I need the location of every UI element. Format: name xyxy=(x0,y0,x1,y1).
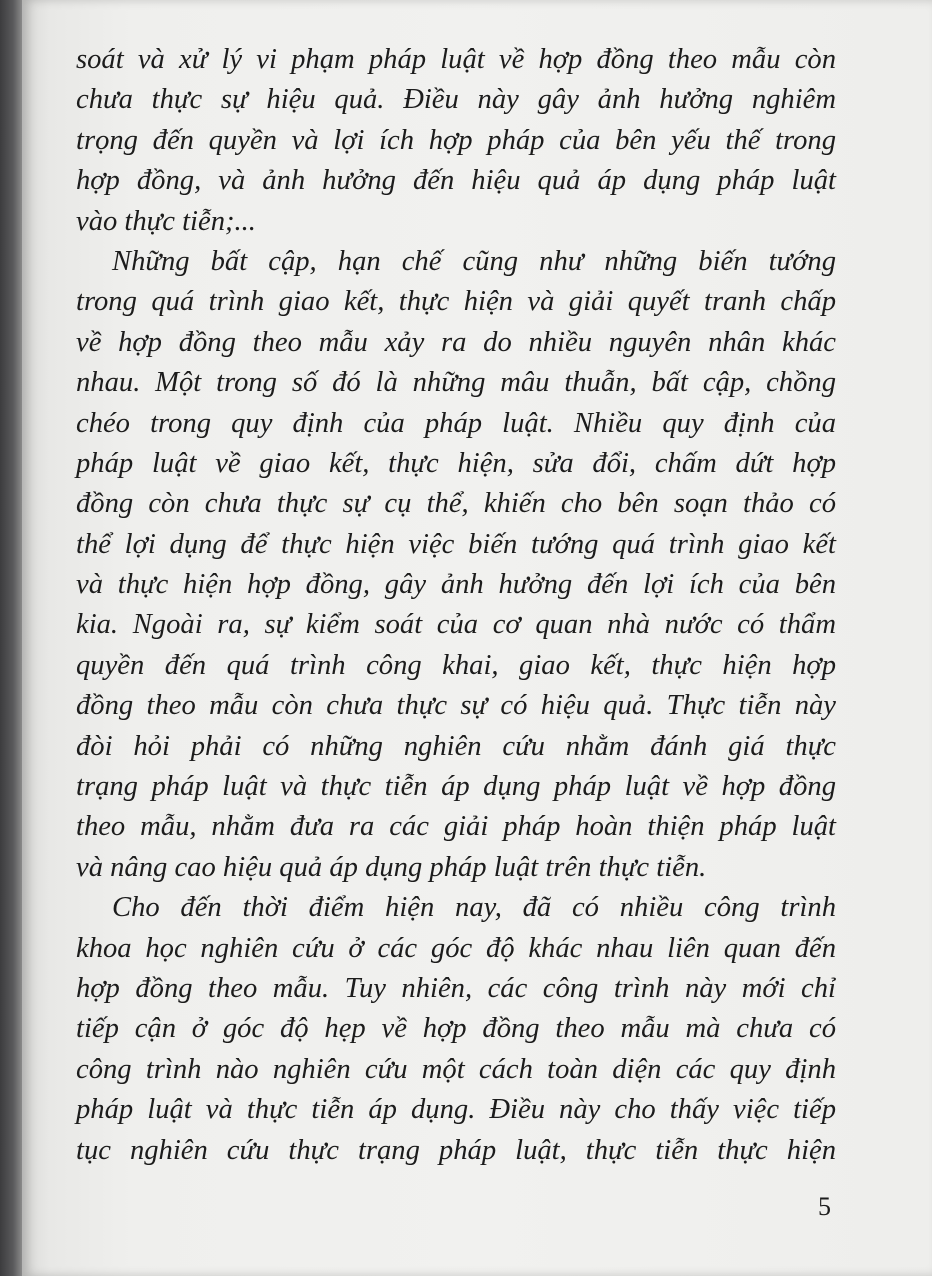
text-line: trạng pháp luật và thực tiễn áp dụng pháp luật về hợp đồng xyxy=(76,771,836,803)
text-line: nhau. Một trong số đó là những mâu thuẫn, bất cập, chồng xyxy=(76,367,836,399)
text-line: chưa thực sự hiệu quả. Điều này gây ảnh hưởng nghiêm xyxy=(76,84,836,116)
text-line: thể lợi dụng để thực hiện việc biến tướng quá trình giao kết xyxy=(76,528,836,560)
text-line: chéo trong quy định của pháp luật. Nhiều quy định của xyxy=(76,407,836,439)
page-number: 5 xyxy=(818,1192,831,1221)
book-page xyxy=(22,0,932,1276)
body-text xyxy=(76,40,836,1171)
text-line: Cho đến thời điểm hiện nay, đã có nhiều công trình xyxy=(112,892,836,924)
text-line: tục nghiên cứu thực trạng pháp luật, thực tiễn thực hiện xyxy=(76,1134,836,1166)
text-line: đòi hỏi phải có những nghiên cứu nhằm đánh giá thực xyxy=(76,730,836,762)
text-line: đồng còn chưa thực sự cụ thể, khiến cho bên soạn thảo có xyxy=(76,488,836,520)
text-line: theo mẫu, nhằm đưa ra các giải pháp hoàn thiện pháp luật xyxy=(76,811,836,843)
text-line: soát và xử lý vi phạm pháp luật về hợp đồng theo mẫu còn xyxy=(76,44,836,75)
text-line: trọng đến quyền và lợi ích hợp pháp của bên yếu thế trong xyxy=(76,124,836,156)
text-line: quyền đến quá trình công khai, giao kết, thực hiện hợp xyxy=(76,649,836,681)
text-line: công trình nào nghiên cứu một cách toàn diện các quy định xyxy=(76,1053,836,1085)
book-spine-shadow xyxy=(0,0,22,1276)
text-line: pháp luật về giao kết, thực hiện, sửa đổi, chấm dứt hợp xyxy=(76,447,836,479)
text-line: vào thực tiễn;... xyxy=(76,205,256,237)
text-line: khoa học nghiên cứu ở các góc độ khác nhau liên quan đến xyxy=(76,932,836,964)
text-line: Những bất cập, hạn chế cũng như những biến tướng xyxy=(112,245,836,277)
text-line: về hợp đồng theo mẫu xảy ra do nhiều nguyên nhân khác xyxy=(76,326,836,358)
text-line: pháp luật và thực tiễn áp dụng. Điều này cho thấy việc tiếp xyxy=(76,1094,836,1126)
text-line: và nâng cao hiệu quả áp dụng pháp luật trên thực tiễn. xyxy=(76,851,707,883)
text-line: hợp đồng, và ảnh hưởng đến hiệu quả áp dụng pháp luật xyxy=(76,165,836,197)
text-line: trong quá trình giao kết, thực hiện và giải quyết tranh chấp xyxy=(76,286,836,318)
text-line: hợp đồng theo mẫu. Tuy nhiên, các công trình này mới chỉ xyxy=(76,972,836,1004)
text-line: kia. Ngoài ra, sự kiểm soát của cơ quan nhà nước có thẩm xyxy=(76,609,836,641)
text-line: và thực hiện hợp đồng, gây ảnh hưởng đến lợi ích của bên xyxy=(76,569,836,601)
text-line: đồng theo mẫu còn chưa thực sự có hiệu quả. Thực tiễn này xyxy=(76,690,836,722)
text-line: tiếp cận ở góc độ hẹp về hợp đồng theo mẫu mà chưa có xyxy=(76,1013,836,1045)
